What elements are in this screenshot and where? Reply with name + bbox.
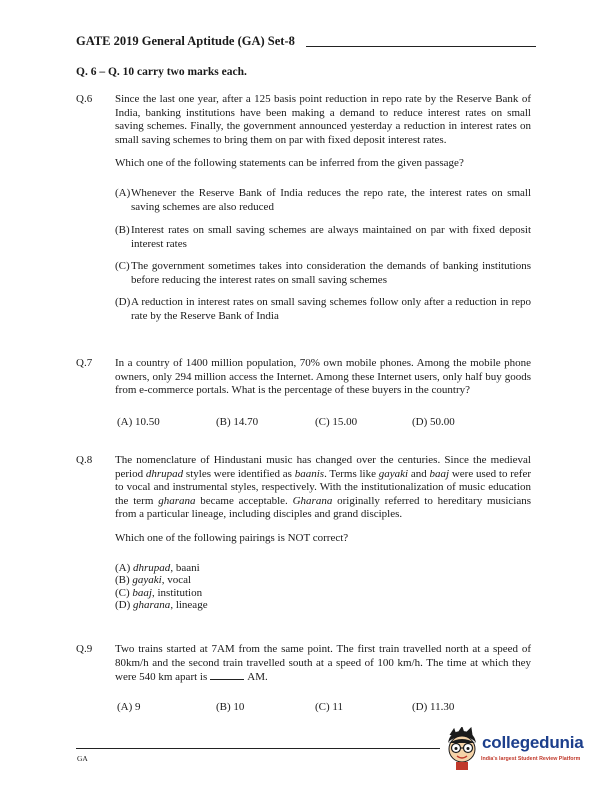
q8-passage-part: were used to refer to vocal and instrumental styles, respectively. With the institutionalization of music education the term bbox=[115, 467, 531, 507]
q7-option-a: (A) 10.50 bbox=[117, 416, 160, 428]
logo-tagline: India's largest Student Review Platform bbox=[481, 756, 581, 762]
q8-option-term: baaj bbox=[132, 586, 152, 599]
q8-option-term: gharana bbox=[133, 599, 171, 612]
q6-option-a bbox=[115, 187, 531, 214]
q9-option-b: (B) 10 bbox=[216, 701, 245, 713]
q9-option-d: (D) 11.30 bbox=[412, 701, 455, 713]
q8-option-d bbox=[115, 599, 208, 611]
q8-option-b bbox=[115, 574, 208, 586]
q6-passage bbox=[115, 93, 531, 147]
q9-text-before: Two trains started at 7AM from the same point. The first train travelled north at a speed of 80km/h and the second train travelled south at a speed of 100 km/h. The time at which they were 540 km apart is bbox=[115, 643, 531, 684]
q8-option-label: (A) bbox=[115, 562, 131, 574]
q8-option-c bbox=[115, 587, 208, 599]
q6-option-label: (B) bbox=[115, 224, 130, 236]
q7-option-c: (C) 15.00 bbox=[315, 416, 358, 428]
q6-option-text: Interest rates on small saving schemes are always maintained on par with fixed deposit interest rates bbox=[131, 224, 531, 250]
q8-option-rest: , vocal bbox=[161, 574, 192, 587]
footer-label: GA bbox=[77, 754, 88, 763]
q8-passage bbox=[115, 454, 531, 522]
q8-passage-part: originally referred to hereditary musicians from a particular lineage, including disciples and grand disciples. bbox=[115, 494, 531, 521]
q6-question: Which one of the following statements can be inferred from the given passage? bbox=[115, 157, 464, 169]
q8-option-rest: , institution bbox=[151, 586, 203, 599]
q8-question: Which one of the following pairings is NOT correct? bbox=[115, 532, 349, 544]
q8-passage-part: The nomenclature of Hindustani music has changed over the centuries. Since the medieval period bbox=[115, 454, 531, 480]
q8-passage-part: became acceptable. bbox=[195, 494, 293, 507]
q8-term-gharana: gharana bbox=[158, 494, 196, 507]
q8-term-baanis: baanis bbox=[294, 467, 325, 480]
q6-option-text: A reduction in interest rates on small saving schemes follow only after a reduction in repo rate by the Reserve Bank of India bbox=[131, 296, 531, 322]
logo-wordmark: collegedunia bbox=[482, 733, 584, 752]
q8-option-rest: , lineage bbox=[170, 599, 208, 612]
page-header-title: GATE 2019 General Aptitude (GA) Set-8 bbox=[76, 34, 295, 48]
q8-option-label: (D) bbox=[115, 599, 131, 612]
q8-option-label: (C) bbox=[115, 586, 130, 599]
q8-number: Q.8 bbox=[76, 454, 93, 466]
header-divider bbox=[306, 46, 536, 47]
q8-term-baaj: baaj bbox=[429, 467, 450, 480]
q6-option-label: (D) bbox=[115, 296, 131, 308]
q8-option-term: dhrupad bbox=[133, 562, 171, 574]
q8-term-gharana-2: Gharana bbox=[292, 494, 333, 507]
q9-text-after: AM. bbox=[247, 671, 268, 684]
q8-option-term: gayaki bbox=[132, 574, 162, 587]
q9-option-c: (C) 11 bbox=[315, 701, 344, 713]
q6-number: Q.6 bbox=[76, 93, 93, 105]
q8-passage-part: . Terms like bbox=[324, 467, 379, 480]
q6-option-text: Whenever the Reserve Bank of India reduces the repo rate, the interest rates on small saving schemes are also reduced bbox=[131, 187, 531, 213]
q8-option-rest: , baani bbox=[170, 562, 200, 574]
q6-passage-text: Since the last one year, after a 125 basis point reduction in repo rate by the Reserve Bank of India, banking institutions have been making a demand to reduce interest rates on small saving schemes. Finally, the government announced yesterday a reduction in interest rates on small saving schemes to bring them on par with fixed deposit interest rates. bbox=[115, 93, 531, 146]
collegedunia-mascot-icon bbox=[444, 727, 480, 771]
footer-divider bbox=[76, 748, 440, 749]
q8-options bbox=[115, 562, 208, 612]
q9-text bbox=[115, 643, 531, 685]
section-heading: Q. 6 – Q. 10 carry two marks each. bbox=[76, 66, 247, 78]
q7-text: In a country of 1400 million population, 70% own mobile phones. Among the mobile phone owners, only 294 million access the Internet. Among these Internet users, only half buy goods from e-commerce portals. What is the percentage of these buyers in the country? bbox=[115, 357, 531, 397]
q8-passage-part: styles were identified as bbox=[183, 467, 295, 480]
q9-number: Q.9 bbox=[76, 643, 93, 655]
answer-blank bbox=[210, 670, 244, 680]
q7-number: Q.7 bbox=[76, 357, 93, 369]
q7-option-b: (B) 14.70 bbox=[216, 416, 259, 428]
q8-passage-part: and bbox=[408, 467, 430, 480]
q8-term-gayaki: gayaki bbox=[378, 467, 409, 480]
q6-option-d bbox=[115, 296, 531, 323]
q6-option-c bbox=[115, 260, 531, 287]
q7-option-d: (D) 50.00 bbox=[412, 416, 455, 428]
q6-option-text: The government sometimes takes into consideration the demands of banking institutions before reducing the interest rates on small saving schemes bbox=[131, 260, 531, 286]
q8-option-label: (B) bbox=[115, 574, 130, 587]
q8-option-a bbox=[115, 562, 208, 574]
q6-option-b bbox=[115, 224, 531, 251]
q6-option-label: (A) bbox=[115, 187, 131, 199]
q6-option-label: (C) bbox=[115, 260, 130, 272]
q9-option-a: (A) 9 bbox=[117, 701, 141, 713]
q8-term-dhrupad: dhrupad bbox=[145, 467, 184, 480]
